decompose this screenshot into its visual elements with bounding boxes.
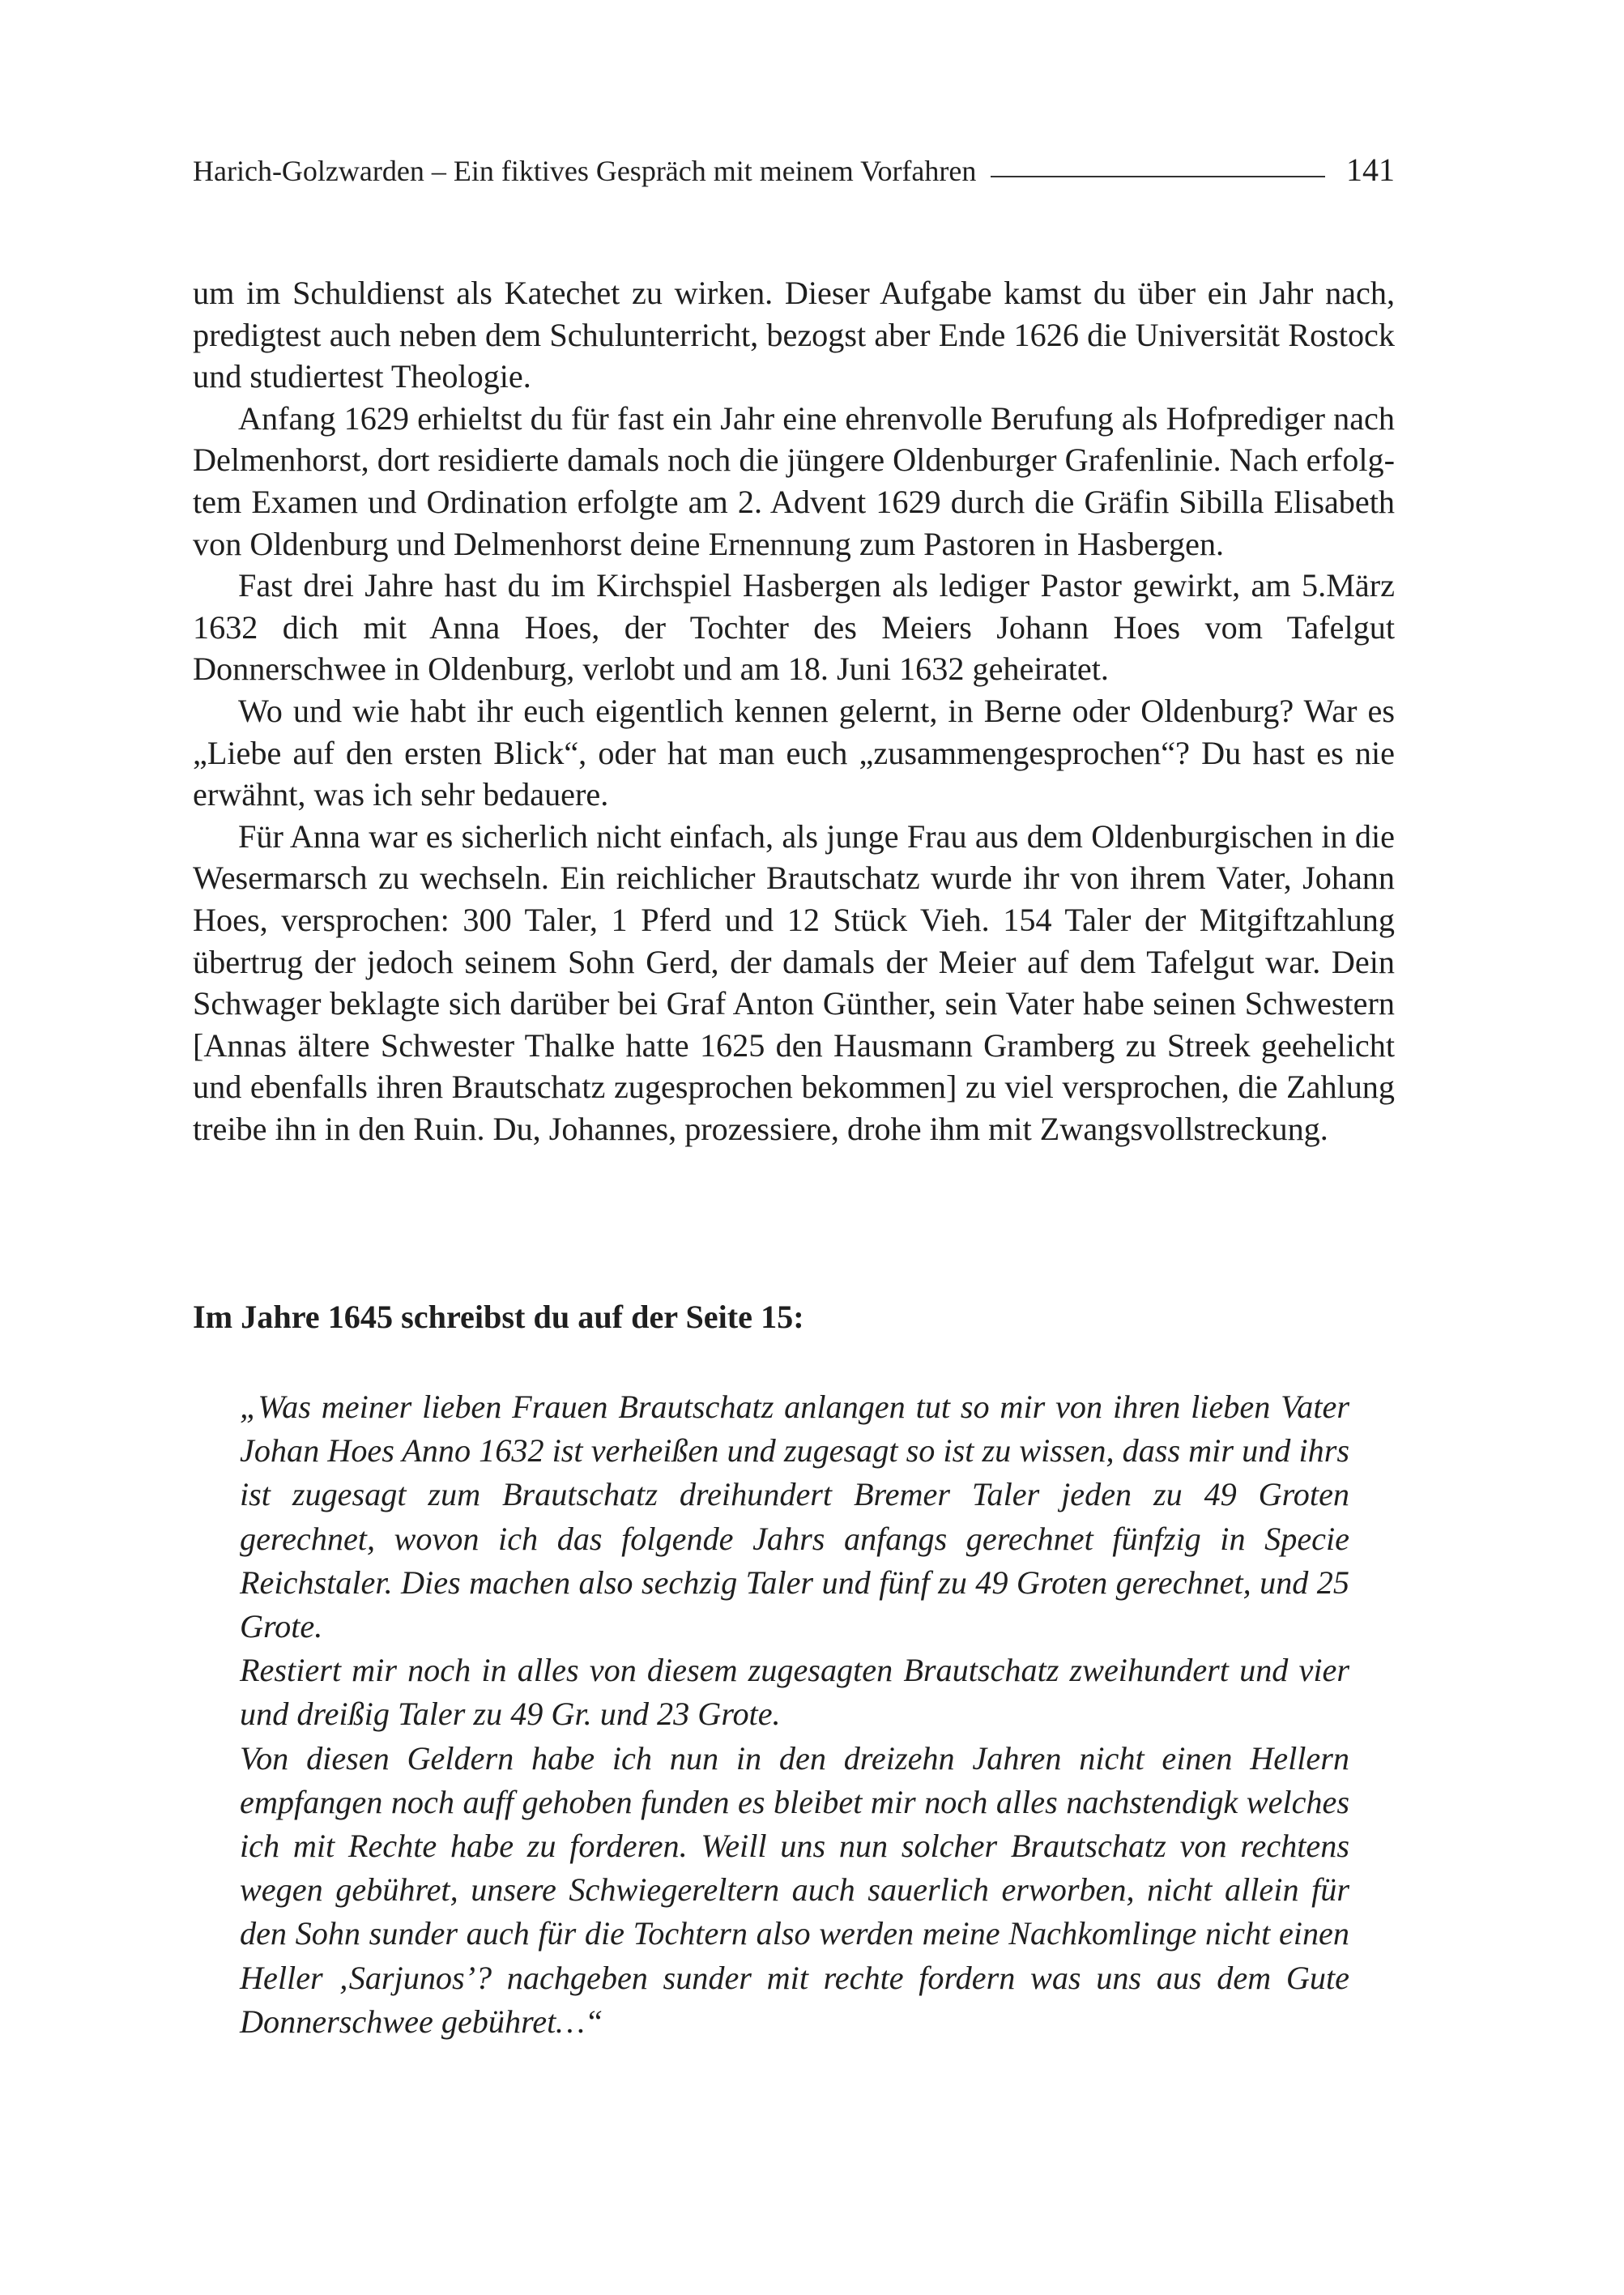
header-rule [991, 176, 1325, 177]
page-number: 141 [1346, 151, 1395, 188]
paragraph: Für Anna war es sicherlich nicht einfach, als junge Frau aus dem Oldenburgischen in die Wesermarsch zu wechseln. Ein reichlicher Brautschatz wurde ihr von ihrem Vater, Johann Hoes, versprochen: 300 Taler, 1 Pferd und 12 Stück Vieh. 154 Taler der Mitgiftzahlung übertrug der jedoch seinem Sohn Gerd, der damals der Meier auf dem Tafelgut war. Dein Schwager beklagte sich darüber bei Graf Anton Günther, sein Vater habe seinen Schwestern [Annas ältere Schwester Thalke hatte 1625 den Hausmann Gramberg zu Streek geehelicht und ebenfalls ihren Brautschatz zugesprochen bekommen] zu viel versprochen, die Zahlung treibe ihn in den Ruin. Du, Johannes, prozessiere, drohe ihm mit Zwangsvollstreckung. [193, 817, 1395, 1147]
paragraph: Anfang 1629 erhieltst du für fast ein Jahr eine ehrenvolle Berufung als Hofprediger nach Delmenhorst, dort residierte damals noch die jüngere Oldenburger Grafenlinie. Nach erfolg-tem Examen und Ordination erfolgte am 2. Advent 1629 durch die Gräfin Sibilla Elisabeth von Oldenburg und Delmenhorst deine Ernennung zum Pastoren in Hasbergen. [193, 399, 1395, 562]
quote-paragraph: Restiert mir noch in alles von diesem zugesagten Brautschatz zweihundert und vier und dreißig Taler zu 49 Gr. und 23 Grote. [240, 1652, 1349, 1733]
section-heading: Im Jahre 1645 schreibst du auf der Seite 15: [193, 1299, 804, 1335]
body-text [193, 272, 1395, 1150]
quote-paragraph: „Was meiner lieben Frauen Brautschatz anlangen tut so mir von ihren lieben Vater Johan Hoes Anno 1632 ist verheißen und zugesagt so ist zu wissen, dass mir und ihrs ist zugesagt zum Brautschatz dreihundert Bremer Taler jeden zu 49 Groten gerechnet, wovon ich das folgende Jahrs anfangs gerechnet fünfzig in Specie Reichstaler. Dies machen also sechzig Taler und fünf zu 49 Groten gerechnet, und 25 Grote. [240, 1389, 1349, 1645]
paragraph: um im Schuldienst als Katechet zu wirken. Dieser Aufgabe kamst du über ein Jahr nach, predigtest auch neben dem Schulunterricht, bezogst aber Ende 1626 die Universität Rostock und studiertest Theologie. [193, 275, 1395, 395]
running-header [193, 151, 1395, 199]
running-title: Harich-Golzwarden – Ein fiktives Gespräch mit meinem Vorfahren [193, 155, 977, 187]
block-quote [240, 1385, 1349, 2044]
paragraph: Fast drei Jahre hast du im Kirchspiel Hasbergen als lediger Pastor gewirkt, am 5.März 1632 dich mit Anna Hoes, der Tochter des Meiers Johann Hoes vom Tafelgut Donnerschwee in Oldenburg, verlobt und am 18. Juni 1632 geheiratet. [193, 567, 1395, 688]
paragraph: Wo und wie habt ihr euch eigentlich kennen gelernt, in Berne oder Oldenburg? War es „Liebe auf den ersten Blick“, oder hat man euch „zusammengesprochen“? Du hast es nie erwähnt, was ich sehr bedauere. [193, 692, 1395, 813]
quote-paragraph: Von diesen Geldern habe ich nun in den dreizehn Jahren nicht einen Hellern empfangen noch auff gehoben funden es bleibet mir noch alles nachstendigk welches ich mit Rechte habe zu forderen. Weill uns nun solcher Brautschatz von rechtens wegen gebühret, unsere Schwiegereltern auch sauerlich erworben, nicht allein für den Sohn sunder auch für die Tochtern also werden meine Nachkomlinge nicht einen Heller ‚Sarjunos’? nachgeben sunder mit rechte fordern was uns aus dem Gute Donnerschwee gebühret…“ [240, 1739, 1349, 2040]
